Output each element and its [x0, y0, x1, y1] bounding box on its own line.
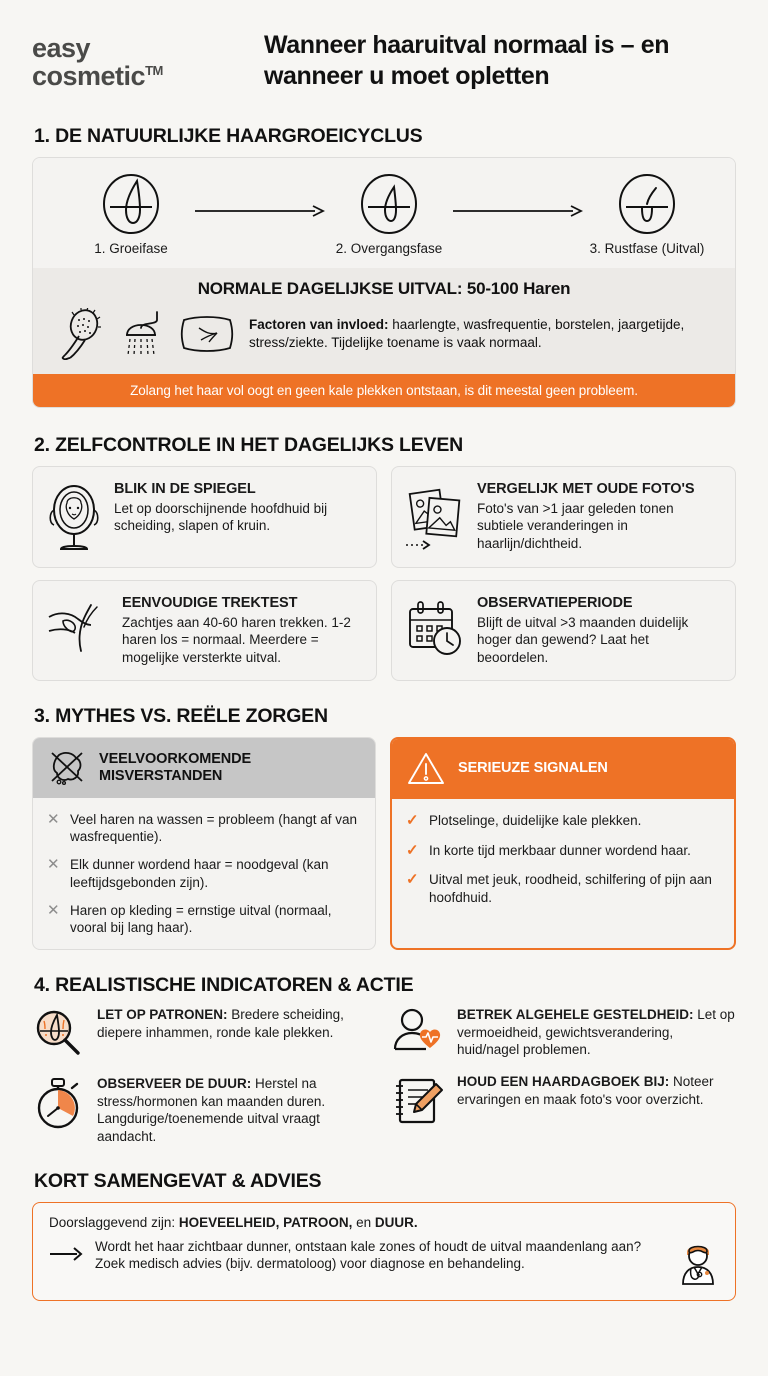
page-title: Wanneer haaruitval normaal is – en wanneer u moet opletten — [264, 31, 670, 90]
signal-text: In korte tijd merkbaar dunner wordend haar. — [429, 842, 691, 858]
indicators-grid — [32, 1006, 736, 1145]
indicators-right-column — [392, 1006, 736, 1145]
summary-advice-text: Wordt het haar zichtbaar dunner, ontstaan kale zones of houdt de uitval maandenlang aan? Zoek medisch advies (bijv. dermatoloog) voor diagnose en behandeling. — [95, 1238, 642, 1272]
section-1 — [32, 125, 736, 408]
section-2-title: 2. ZELFCONTROLE IN HET DAGELIJKS LEVEN — [34, 434, 464, 456]
summary-mid: en — [352, 1214, 375, 1230]
hairbrush-icon — [57, 308, 103, 360]
indicator-patterns-text — [97, 1006, 376, 1041]
indicator-health-body: Let op vermoeidheid, gewichtsverandering, huid/nagel problemen. — [457, 1007, 735, 1058]
photos-compare-icon — [404, 481, 466, 553]
arrow-2 — [453, 174, 583, 218]
indicators-left-column — [32, 1006, 376, 1145]
serious-signals-list — [392, 799, 734, 949]
brand-logo — [32, 30, 264, 91]
arrow-1 — [195, 174, 325, 218]
reassurance-banner: Zolang het haar vol oogt en geen kale plekken ontstaan, is dit meestal geen probleem. — [33, 374, 735, 407]
trademark-symbol: TM — [145, 63, 163, 79]
person-health-icon — [392, 1006, 446, 1057]
summary-key-factors — [49, 1215, 719, 1230]
magnifier-scalp-icon — [32, 1006, 86, 1061]
indicator-diary-text — [457, 1073, 736, 1108]
phase-growth — [67, 174, 195, 256]
myths-list — [33, 798, 375, 950]
calendar-clock-icon — [404, 595, 466, 659]
section-1-title: 1. DE NATUURLIJKE HAARGROEICYCLUS — [34, 125, 423, 147]
card-mirror-title: BLIK IN DE SPIEGEL — [114, 481, 256, 497]
hand-pull-test-icon — [45, 595, 111, 657]
cross-icon: ✕ — [47, 856, 60, 874]
signal-text: Uitval met jeuk, roodheid, schilfering of pijn aan hoofdhuid. — [429, 872, 712, 905]
summary-section — [32, 1170, 736, 1301]
indicator-duration-text — [97, 1075, 376, 1145]
selfcheck-row-2 — [32, 580, 736, 681]
phase-growth-label: 1. Groeifase — [94, 241, 168, 256]
indicator-diary-label: HOUD EEN HAARDAGBOEK BIJ: — [457, 1074, 670, 1090]
normal-shedding-title: NORMALE DAGELIJKSE UITVAL: 50-100 Haren — [197, 279, 571, 298]
myth-text: Veel haren na wassen = probleem (hangt af van wasfrequentie). — [70, 811, 358, 845]
indicator-patterns-body: Bredere scheiding, diepere inhammen, ronde kale plekken. — [97, 1007, 344, 1040]
list-item — [406, 871, 720, 906]
brand-line-2: cosmetic — [32, 61, 146, 92]
indicator-duration — [32, 1075, 376, 1145]
list-item — [406, 842, 720, 861]
summary-prefix: Doorslaggevend zijn: — [49, 1214, 179, 1230]
summary-title: KORT SAMENGEVAT & ADVIES — [34, 1169, 322, 1192]
list-item — [47, 902, 361, 937]
indicator-patterns — [32, 1006, 376, 1061]
signal-text: Plotselinge, duidelijke kale plekken. — [429, 812, 642, 828]
check-icon: ✓ — [406, 811, 419, 829]
myths-header-text: VEELVOORKOMENDE MISVERSTANDEN — [99, 750, 252, 784]
indicator-patterns-label: LET OP PATRONEN: — [97, 1007, 228, 1023]
hair-follicle-rest-icon — [583, 174, 711, 234]
card-photos-title: VERGELIJK MET OUDE FOTO'S — [477, 481, 695, 497]
list-item — [47, 856, 361, 891]
list-item — [47, 811, 361, 846]
indicator-duration-label: OBSERVEER DE DUUR: — [97, 1076, 252, 1092]
summary-box — [32, 1202, 736, 1301]
card-pulltest — [32, 580, 377, 681]
shower-icon — [117, 308, 165, 360]
section-3 — [32, 705, 736, 951]
card-photos — [391, 466, 736, 568]
pillow-icon — [179, 310, 235, 358]
card-mirror-body: Let op doorschijnende hoofdhuid bij scheiding, slapen of kruin. — [114, 501, 328, 534]
card-photos-body: Foto's van >1 jaar geleden tonen subtiele veranderingen in haarlijn/dichtheid. — [477, 501, 674, 551]
doctor-icon — [677, 1238, 719, 1286]
check-icon: ✓ — [406, 841, 419, 859]
card-observation — [391, 580, 736, 681]
card-observation-text — [477, 595, 721, 666]
myths-header — [33, 738, 375, 798]
phase-transition — [325, 174, 453, 256]
cross-icon: ✕ — [47, 901, 60, 919]
myths-vs-signals — [32, 737, 736, 951]
card-pulltest-title: EENVOUDIGE TREKTEST — [122, 595, 298, 611]
indicator-health-text — [457, 1006, 736, 1059]
brand-line-1: easy — [32, 33, 91, 63]
factors-label: Factoren van invloed: — [249, 317, 389, 333]
section-2 — [32, 434, 736, 681]
summary-bold-1: HOEVEELHEID, PATROON, — [178, 1214, 353, 1230]
phase-transition-label: 2. Overgangsfase — [335, 241, 443, 256]
serious-signals-header-text: SERIEUZE SIGNALEN — [458, 760, 608, 777]
warning-triangle-icon — [406, 750, 446, 788]
indicator-duration-body: Herstel na stress/hormonen kan maanden duren. Langdurige/toenemende uitval vraagt aandacht. — [97, 1076, 326, 1145]
indicator-diary — [392, 1073, 736, 1126]
myths-box — [32, 737, 376, 951]
cross-icon: ✕ — [47, 810, 60, 828]
factor-icons — [51, 308, 249, 360]
card-observation-title: OBSERVATIEPERIODE — [477, 595, 633, 611]
hair-follicle-growth-icon — [67, 174, 195, 234]
hair-cycle-row — [33, 158, 735, 268]
list-item — [406, 812, 720, 831]
normal-shedding-band — [33, 268, 735, 374]
section-3-title: 3. MYTHES VS. REËLE ZORGEN — [34, 704, 328, 727]
phase-rest — [583, 174, 711, 256]
indicator-health — [392, 1006, 736, 1059]
section-4 — [32, 974, 736, 1145]
card-pulltest-body: Zachtjes aan 40-60 haren trekken. 1-2 haren los = normaal. Meerdere = mogelijke versterkte uitval. — [122, 615, 351, 665]
summary-bold-2: DUUR. — [374, 1214, 418, 1230]
crossed-out-hair-icon — [47, 749, 87, 787]
card-photos-text — [477, 481, 721, 552]
card-mirror — [32, 466, 377, 568]
card-pulltest-text — [122, 595, 362, 666]
factors-body: haarlengte, wasfrequentie, borstelen, jaargetijde, stress/ziekte. Tijdelijke toename is vaak normaal. — [249, 317, 685, 350]
myth-text: Haren op kleding = ernstige uitval (normaal, vooral bij lang haar). — [70, 902, 332, 936]
factors-row — [51, 308, 717, 360]
phase-rest-label: 3. Rustfase (Uitval) — [589, 241, 705, 256]
hair-cycle-card — [32, 157, 736, 408]
selfcheck-row-1 — [32, 466, 736, 568]
factors-text — [249, 316, 717, 352]
card-observation-body: Blijft de uitval >3 maanden duidelijk hoger dan gewend? Laat het beoordelen. — [477, 615, 689, 665]
hand-mirror-icon — [45, 481, 103, 553]
summary-advice-row — [49, 1238, 719, 1286]
indicator-diary-body: Noteer ervaringen en maak foto's voor overzicht. — [457, 1074, 714, 1107]
check-icon: ✓ — [406, 871, 419, 889]
serious-signals-box — [390, 737, 736, 951]
section-4-title: 4. REALISTISCHE INDICATOREN & ACTIE — [34, 974, 414, 997]
serious-signals-header — [392, 739, 734, 799]
header — [32, 0, 736, 91]
indicator-health-label: BETREK ALGEHELE GESTELDHEID: — [457, 1007, 694, 1023]
myth-text: Elk dunner wordend haar = noodgeval (kan leeftijdsgebonden zijn). — [70, 857, 329, 890]
notebook-pencil-icon — [392, 1073, 446, 1126]
stopwatch-icon — [32, 1075, 86, 1132]
card-mirror-text — [114, 481, 362, 535]
arrow-right-icon — [49, 1238, 83, 1262]
hair-follicle-transition-icon — [325, 174, 453, 234]
